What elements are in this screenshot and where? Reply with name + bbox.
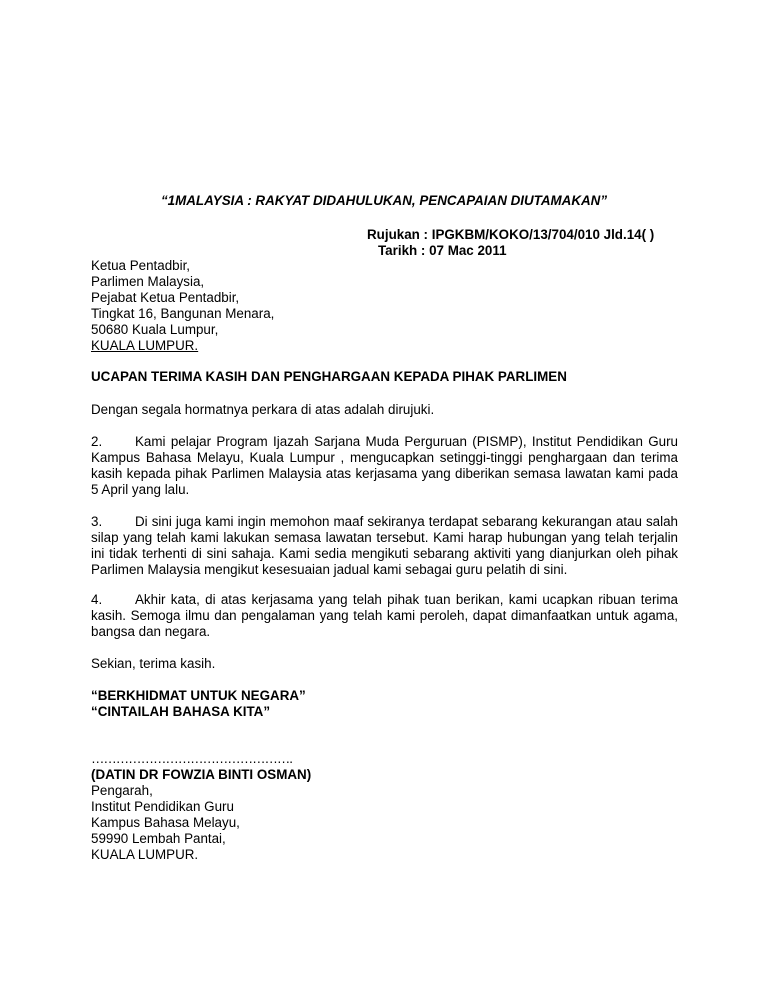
motto-heading: “1MALAYSIA : RAKYAT DIDAHULUKAN, PENCAPAIAN DIUTAMAKAN” — [160, 193, 608, 208]
paragraph-text: Di sini juga kami ingin memohon maaf sekiranya terdapat sebarang kekurangan atau salah silap yang telah kami lakukan semasa lawatan tersebut. Kami harap hubungan yang telah terjalin ini tidak terhenti di sini sahaja. Kami sedia mengikuti sebarang aktiviti yang dianjurkan oleh pihak Parlimen Malaysia mengikut kesesuaian jadual kami sebagai guru pelatih di sini. — [91, 514, 678, 577]
paragraph-text: Kami pelajar Program Ijazah Sarjana Muda Perguruan (PISMP), Institut Pendidikan Guru Kampus Bahasa Melayu, Kuala Lumpur , mengucapkan setinggi-tinggi penghargaan dan terima kasih kepada pihak Parlimen Malaysia atas kerjasama yang diberikan semasa lawatan kami pada 5 April yang lalu. — [91, 434, 678, 497]
recipient-line: Tingkat 16, Bangunan Menara, — [91, 306, 275, 321]
paragraph-number: 3. — [91, 514, 103, 529]
paragraph-number: 4. — [91, 592, 103, 607]
paragraph-4 — [91, 592, 678, 640]
recipient-city: KUALA LUMPUR. — [91, 338, 199, 353]
recipient-address — [91, 258, 274, 354]
reference-number: Rujukan : IPGKBM/KOKO/13/704/010 Jld.14( ) — [367, 227, 655, 242]
slogans — [91, 688, 306, 720]
slogan-line: “CINTAILAH BAHASA KITA” — [91, 704, 271, 719]
paragraph-2 — [91, 434, 678, 498]
signature-line: …………………………………………. — [91, 751, 292, 766]
signatory-line: Kampus Bahasa Melayu, — [91, 815, 240, 830]
recipient-line: Parlimen Malaysia, — [91, 274, 205, 289]
signatory-line: 59990 Lembah Pantai, — [91, 831, 226, 846]
letter-subject: UCAPAN TERIMA KASIH DAN PENGHARGAAN KEPADA PIHAK PARLIMEN — [91, 369, 567, 384]
recipient-line: Ketua Pentadbir, — [91, 258, 191, 273]
signatory-name: (DATIN DR FOWZIA BINTI OSMAN) — [91, 767, 312, 782]
signatory-line: Pengarah, — [91, 783, 153, 798]
recipient-line: 50680 Kuala Lumpur, — [91, 322, 219, 337]
closing-line: Sekian, terima kasih. — [91, 656, 216, 671]
recipient-line: Pejabat Ketua Pentadbir, — [91, 290, 240, 305]
signatory-line: KUALA LUMPUR. — [91, 847, 199, 862]
slogan-line: “BERKHIDMAT UNTUK NEGARA” — [91, 688, 306, 703]
signatory-address — [91, 783, 240, 863]
paragraph-text: Akhir kata, di atas kerjasama yang telah pihak tuan berikan, kami ucapkan ribuan terima kasih. Semoga ilmu dan pengalaman yang telah kami peroleh, dapat dimanfaatkan untuk agama, bangsa dan negara. — [91, 592, 678, 639]
signatory-line: Institut Pendidikan Guru — [91, 799, 234, 814]
letter-date: Tarikh : 07 Mac 2011 — [378, 243, 507, 258]
paragraph-3 — [91, 514, 678, 578]
greeting-line: Dengan segala hormatnya perkara di atas adalah dirujuki. — [91, 402, 435, 417]
paragraph-number: 2. — [91, 434, 103, 449]
